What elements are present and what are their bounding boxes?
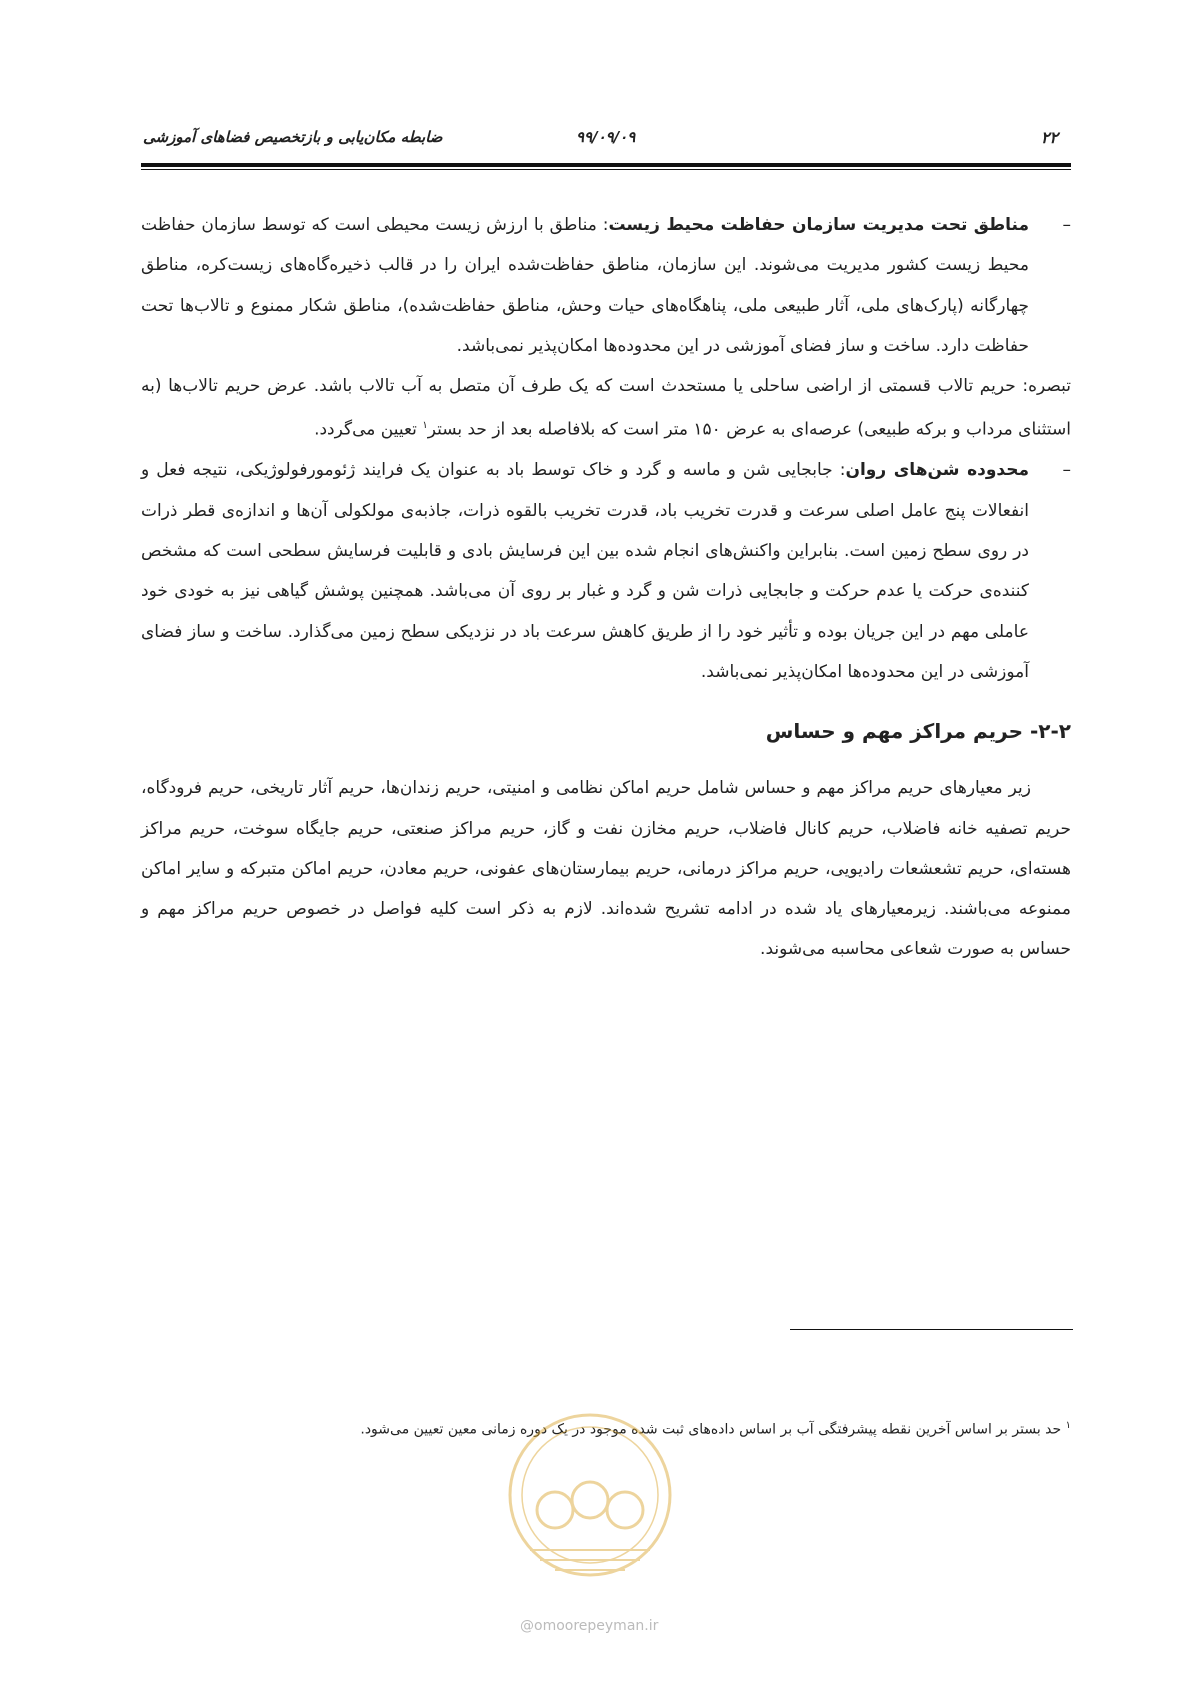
item-text: : جابجایی شن و ماسه و گرد و خاک توسط باد به عنوان یک فرایند ژئومورفولوژیکی، نتیجه فعل و انفعالات پنج عامل اصلی سرعت و قدرت تخریب باد، قدرت تخریب بالقوه ذرات، جاذبه‌ی مولکولی آن‌ها و اندازه‌ی قطر ذرات در روی سطح زمین است. بنابراین واکنش‌های انجام شده بین این فرسایش بادی و قابلیت فرسایش سطحی است که مشخص کننده‌ی حرکت یا عدم حرکت و جابجایی ذرات شن و گرد و غبار بر روی آن می‌باشد. همچنین پوشش گیاهی نیز به خودی خود عاملی مهم در این جریان بوده و تأثیر خود را از طریق کاهش سرعت باد در نزدیکی سطح زمین می‌گذارد. ساخت و ساز فضای آموزشی در این محدوده‌ها امکان‌پذیر نمی‌باشد.	[141, 460, 1029, 682]
header-rule-thin	[141, 169, 1071, 170]
item-text: : مناطق با ارزش زیست محیطی است که توسط سازمان حفاظت محیط زیست کشور مدیریت می‌شوند. این سازمان، مناطق حفاظت‌شده ایران را در قالب ذخیره‌گاه‌های زیست‌کره، مناطق چهارگانه (پارک‌های ملی، آثار طبیعی ملی، پناهگاه‌های حیات وحش، مناطق حفاظت‌شده)، مناطق شکار ممنوع و تالاب‌ها تحت حفاظت دارد. ساخت و ساز فضای آموزشی در این محدوده‌ها امکان‌پذیر نمی‌باشد.	[141, 215, 1029, 356]
list-dash: –	[1062, 460, 1071, 481]
note-text-end: تعیین می‌گردد.	[314, 420, 423, 441]
watermark-text: @omoorepeyman.ir	[520, 1618, 659, 1634]
header-date: ۹۹/۰۹/۰۹	[576, 128, 636, 146]
header-rule-thick	[141, 163, 1071, 167]
item-title: محدوده شن‌های روان	[845, 460, 1029, 481]
item-title: مناطق تحت مدیریت سازمان حفاظت محیط زیست	[608, 215, 1029, 235]
note-text: تبصره: حریم تالاب قسمتی از اراضی ساحلی یا مستحدث است که یک طرف آن متصل به آب تالاب باشد. عرض حریم تالاب‌ها (به استثنای مرداب و برکه طبیعی) عرصه‌ای به عرض ۱۵۰ متر است که بلافاصله بعد از حد بستر	[141, 376, 1071, 441]
footnote-reference[interactable]: ۱	[422, 420, 428, 432]
list-item	[141, 450, 1071, 692]
item-paragraph	[141, 205, 1029, 366]
watermark-logo	[500, 1400, 680, 1600]
header-page-number: ۲۲	[1040, 128, 1058, 147]
section-paragraph: زیر معیارهای حریم مراکز مهم و حساس شامل حریم اماکن نظامی و امنیتی، حریم زندان‌ها، حریم آثار تاریخی، حریم فرودگاه، حریم تصفیه خانه فاضلاب، حریم کانال فاضلاب، حریم مخازن نفت و گاز، حریم مراکز صنعتی، حریم جایگاه سوخت، حریم مراکز هسته‌ای، حریم تشعشعات رادیویی، حریم مراکز درمانی، حریم بیمارستان‌های عفونی، حریم معادن، حریم اماکن متبرکه و سایر اماکن ممنوعه می‌باشند. زیرمعیارهای یاد شده در ادامه تشریح شده‌اند. لازم به ذکر است کلیه فواصل در خصوص حریم مراکز مهم و حساس به صورت شعاعی محاسبه می‌شوند.	[141, 778, 1071, 960]
header-title: ضابطه مکان‌یابی و بازتخصیص فضاهای آموزشی	[143, 128, 443, 146]
footnote-rule	[790, 1329, 1073, 1330]
list-dash: –	[1062, 215, 1071, 235]
list-item	[141, 205, 1071, 366]
footnote-number: ۱	[1065, 1420, 1071, 1431]
document-body	[141, 205, 1071, 970]
section-heading: ۲-۲- حریم مراکز مهم و حساس	[765, 719, 1071, 744]
item-paragraph	[141, 450, 1029, 692]
footnote-text: حد بستر بر اساس آخرین نقطه پیشرفتگی آب بر اساس داده‌های ثبت شده موجود در یک دوره زمانی معین تعیین می‌شود.	[360, 1421, 1066, 1438]
note-paragraph	[141, 366, 1071, 450]
